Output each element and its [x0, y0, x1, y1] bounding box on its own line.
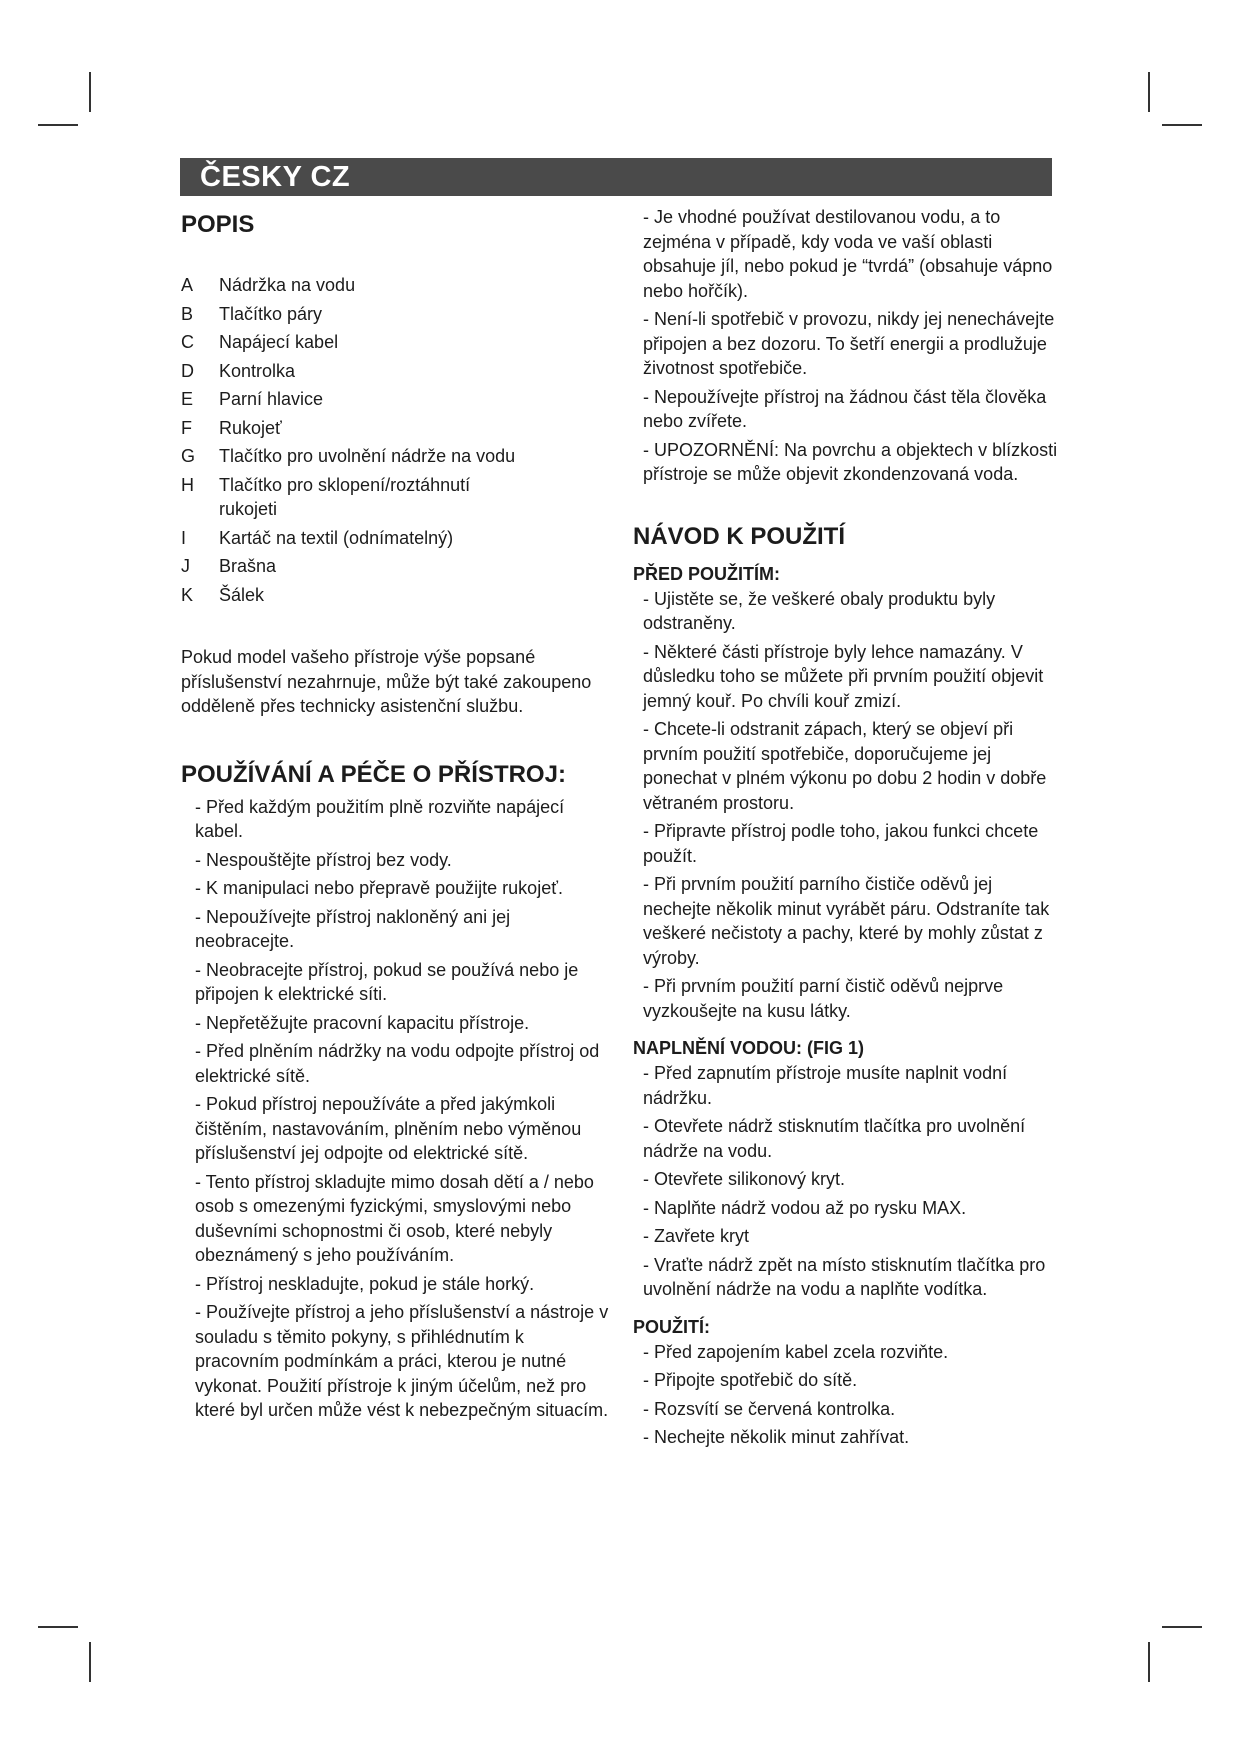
- right-column: [633, 205, 1063, 1454]
- list-item: - Nepoužívejte přístroj na žádnou část těla člověka nebo zvířete.: [643, 386, 1047, 431]
- list-item: - Neobracejte přístroj, pokud se používá nebo je připojen k elektrické síti.: [195, 959, 579, 1004]
- crop-mark: [89, 1642, 91, 1682]
- list-item: I Kartáč na textil (odnímatelný): [181, 527, 454, 548]
- language-header: ČESKY CZ: [180, 158, 1052, 196]
- usage-title: NÁVOD K POUŽITÍ: [633, 522, 846, 550]
- list-item: - Používejte přístroj a jeho příslušenství a nástroje v souladu s těmito pokyny, s přihlédnutím k pracovním podmínkám a práci, kterou je nutné vykonat. Použití přístroje k jiným účelům, než pro které byl určen může vést k nebezpečným situacím.: [195, 1302, 609, 1420]
- list-item: - Není-li spotřebič v provozu, nikdy jej nenechávejte připojen a bez dozoru. To šetří energii a prodlužuje životnost spotřebiče.: [643, 309, 1055, 378]
- list-item: - Ujistěte se, že veškeré obaly produktu byly odstraněny.: [643, 588, 996, 633]
- fill-water-list: [633, 1061, 1063, 1302]
- care-list-continued: [633, 205, 1063, 487]
- popis-title: POPIS: [181, 211, 255, 238]
- list-item: - Přístroj neskladujte, pokud je stále horký.: [195, 1273, 535, 1294]
- crop-mark: [1162, 1626, 1202, 1628]
- list-item: D Kontrolka: [181, 360, 296, 381]
- list-item: A Nádržka na vodu: [181, 275, 356, 295]
- list-item: C Napájecí kabel: [181, 332, 339, 352]
- list-item: - Před zapojením kabel zcela rozviňte.: [643, 1341, 949, 1362]
- list-item: F Rukojeť: [181, 417, 282, 438]
- before-use-title: PŘED POUŽITÍM:: [633, 563, 780, 584]
- left-column: [181, 205, 611, 1427]
- before-use-list: [633, 587, 1063, 1024]
- care-title: POUŽÍVÁNÍ A PÉČE O PŘÍSTROJ:: [181, 760, 566, 788]
- parts-list: [181, 273, 611, 607]
- list-item: G Tlačítko pro uvolnění nádrže na vodu: [181, 446, 516, 466]
- list-item: - Otevřete silikonový kryt.: [643, 1169, 846, 1189]
- accessory-note: Pokud model vašeho přístroje výše popsané příslušenství nezahrnuje, může být také zakoupeno odděleně přes technicky asistenční službu.: [181, 647, 592, 716]
- list-item: - Nepoužívejte přístroj nakloněný ani jej neobracejte.: [195, 906, 511, 951]
- list-item: - Před zapnutím přístroje musíte naplnit vodní nádržku.: [643, 1063, 1008, 1108]
- crop-mark: [1148, 1642, 1150, 1682]
- list-item: - Před každým použitím plně rozviňte napájecí kabel.: [195, 796, 565, 841]
- list-item: - Zavřete kryt: [643, 1226, 750, 1246]
- list-item: - K manipulaci nebo přepravě použijte rukojeť.: [195, 878, 563, 898]
- crop-mark: [1148, 72, 1150, 112]
- list-item: J Brašna: [181, 556, 277, 576]
- list-item: - Je vhodné používat destilovanou vodu, a to zejména v případě, kdy voda ve vaší oblasti obsahuje jíl, nebo pokud je “tvrdá” (obsahuje vápno nebo hořčík).: [643, 207, 1053, 301]
- list-item: - Připojte spotřebič do sítě.: [643, 1370, 858, 1390]
- list-item: - Chcete-li odstranit zápach, který se objeví při prvním použití spotřebiče, doporučujeme jej ponechat v plném výkonu po dobu 2 hodin v dobře větraném prostoru.: [643, 719, 1047, 813]
- use-title: POUŽITÍ:: [633, 1316, 710, 1337]
- list-item: E Parní hlavice: [181, 389, 324, 409]
- list-item: - Pokud přístroj nepoužíváte a před jakýmkoli čištěním, nastavováním, plněním nebo výměnou příslušenství jej odpojte od elektrické sítě.: [195, 1094, 582, 1163]
- list-item: - Při prvním použití parního čističe oděvů jej nechejte několik minut vyrábět páru. Odstraníte tak veškeré nečistoty a pachy, které by mohly zůstat z výroby.: [643, 874, 1050, 968]
- list-item: - Tento přístroj skladujte mimo dosah dětí a / nebo osob s omezenými fyzickými, smyslovými nebo duševními schopnostmi či osob, které nebyly obeznámený s jeho používáním.: [195, 1171, 594, 1265]
- crop-mark: [38, 1626, 78, 1628]
- list-item: - Některé části přístroje byly lehce namazány. V důsledku toho se můžete při prvním použití objevit jemný kouř. Po chvíli kouř zmizí.: [643, 641, 1044, 711]
- list-item: - Nepřetěžujte pracovní kapacitu přístroje.: [195, 1012, 530, 1033]
- list-item: - Nechejte několik minut zahřívat.: [643, 1427, 910, 1447]
- list-item: - Otevřete nádrž stisknutím tlačítka pro uvolnění nádrže na vodu.: [643, 1116, 1026, 1161]
- list-item: - Při prvním použití parní čistič oděvů nejprve vyzkoušejte na kusu látky.: [643, 976, 1004, 1021]
- crop-mark: [89, 72, 91, 112]
- crop-mark: [38, 124, 78, 126]
- care-list: [181, 795, 611, 1423]
- crop-mark: [1162, 124, 1202, 126]
- list-item: H Tlačítko pro sklopení/roztáhnutí rukojeti: [181, 474, 471, 519]
- fill-water-title: NAPLNĚNÍ VODOU: (FIG 1): [633, 1038, 865, 1058]
- list-item: - Vraťte nádrž zpět na místo stisknutím tlačítka pro uvolnění nádrže na vodu a naplňte vodítka.: [643, 1254, 1046, 1299]
- list-item: - Rozsvítí se červená kontrolka.: [643, 1398, 896, 1419]
- list-item: - Připravte přístroj podle toho, jakou funkci chcete použít.: [643, 821, 1039, 866]
- list-item: - Před plněním nádržky na vodu odpojte přístroj od elektrické sítě.: [195, 1041, 600, 1086]
- list-item: - Naplňte nádrž vodou až po rysku MAX.: [643, 1197, 967, 1218]
- list-item: B Tlačítko páry: [181, 303, 323, 324]
- use-list: [633, 1340, 1063, 1450]
- list-item: - Nespouštějte přístroj bez vody.: [195, 849, 452, 870]
- list-item: K Šálek: [181, 584, 265, 605]
- list-item: - UPOZORNĚNÍ: Na povrchu a objektech v blízkosti přístroje se může objevit zkondenzovaná voda.: [643, 439, 1058, 484]
